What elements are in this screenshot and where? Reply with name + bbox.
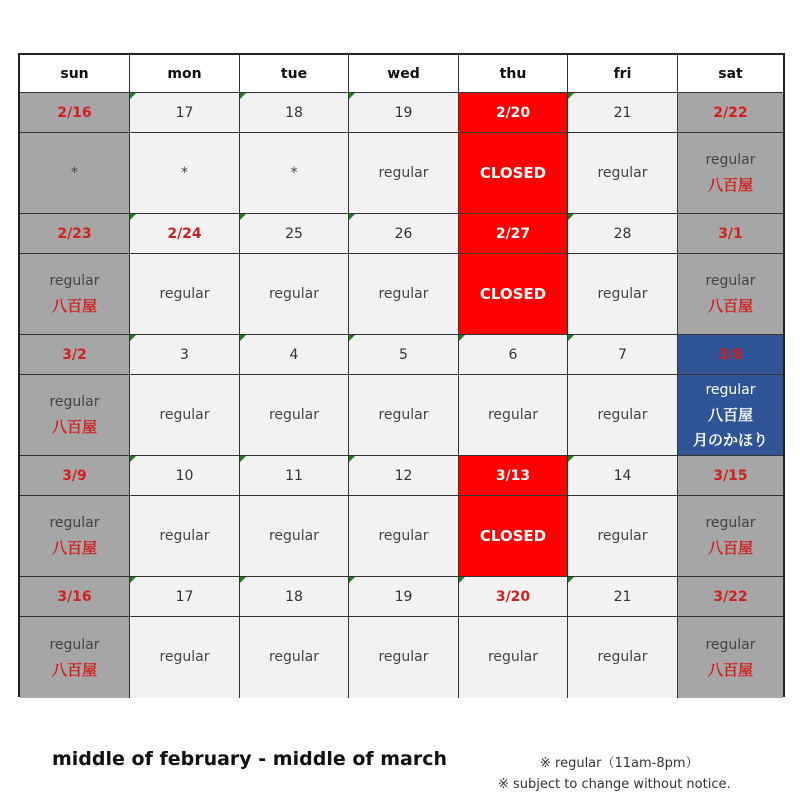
date-label: 5 (399, 346, 408, 363)
hours-label: regular (705, 636, 756, 653)
schedule-text (705, 269, 755, 319)
schedule-text (480, 161, 546, 186)
schedule-cell (240, 617, 349, 698)
hours-label: regular (487, 649, 539, 665)
schedule-text (49, 269, 99, 319)
schedule-cell (130, 496, 240, 577)
date-label: 2/20 (495, 104, 531, 121)
schedule-cell (20, 375, 130, 456)
schedule-cell (130, 375, 240, 456)
corner-marker-icon (130, 93, 136, 99)
schedule-text (480, 524, 546, 549)
schedule-cell (568, 133, 678, 214)
hours-label: regular (705, 381, 756, 398)
date-label: 3/2 (62, 346, 87, 363)
day-header-thu: thu (459, 55, 568, 93)
date-label: 28 (613, 225, 632, 242)
date-label: 3/15 (713, 467, 748, 484)
vendor-label: 八百屋 (51, 660, 97, 679)
date-cell (240, 456, 349, 496)
vendor-label: 八百屋 (707, 176, 753, 194)
change-notice: ※ subject to change without notice. (498, 777, 731, 792)
vendor-label: 八百屋 (51, 297, 97, 315)
date-label: 3/22 (713, 588, 748, 605)
schedule-cell (568, 254, 678, 335)
date-cell (130, 456, 240, 496)
corner-marker-icon (349, 93, 355, 99)
date-label: 3/20 (495, 588, 531, 605)
schedule-text (159, 645, 209, 670)
schedule-cell (20, 133, 130, 214)
schedule-text (378, 161, 428, 186)
vendor-label: 八百屋 (51, 418, 97, 436)
schedule-text (378, 645, 428, 670)
schedule-text (159, 403, 209, 428)
schedule-cell (240, 254, 349, 335)
hours-label: regular (268, 406, 320, 423)
day-header-mon: mon (130, 55, 240, 93)
hours-label: regular (268, 285, 320, 302)
regular-hours-note: ※ regular（11am-8pm） (540, 756, 699, 771)
schedule-cell (678, 133, 783, 214)
date-cell (459, 456, 568, 496)
date-label: 4 (289, 346, 299, 363)
schedule-cell (130, 617, 240, 698)
corner-marker-icon (240, 93, 246, 99)
date-cell (20, 214, 130, 254)
date-label: 11 (285, 467, 303, 484)
date-label: 2/23 (57, 225, 92, 242)
date-cell (349, 456, 459, 496)
date-label: 2/16 (57, 104, 92, 121)
closed-label: CLOSED (479, 526, 547, 545)
hours-label: regular (705, 273, 756, 289)
date-cell (678, 93, 783, 133)
schedule-cell (349, 254, 459, 335)
schedule-text (269, 403, 319, 428)
vendor-label: 八百屋 (51, 539, 97, 557)
date-label: 2/24 (167, 225, 202, 242)
date-label: 3/1 (718, 225, 743, 242)
corner-marker-icon (240, 335, 246, 341)
schedule-cell (459, 254, 568, 335)
hours-label: regular (705, 152, 756, 168)
date-label: 18 (285, 588, 303, 605)
day-header-tue: tue (240, 55, 349, 93)
schedule-text (597, 282, 647, 307)
schedule-cell (130, 254, 240, 335)
date-cell (459, 335, 568, 375)
schedule-text (159, 282, 209, 307)
corner-marker-icon (568, 577, 574, 583)
date-label: 10 (175, 467, 194, 484)
corner-marker-icon (349, 214, 355, 220)
date-label: 2/22 (713, 104, 748, 121)
date-cell (568, 577, 678, 617)
date-label: 21 (613, 588, 632, 605)
schedule-text (378, 524, 428, 549)
hours-label: regular (159, 285, 210, 302)
schedule-cell (678, 375, 783, 456)
schedule-text (269, 524, 319, 549)
hours-label: regular (49, 636, 100, 653)
date-cell (130, 577, 240, 617)
date-label: 3 (180, 346, 189, 363)
schedule-cell (349, 375, 459, 456)
hours-label: regular (49, 394, 100, 410)
hours-label: regular (268, 649, 320, 665)
corner-marker-icon (349, 577, 355, 583)
date-label: 17 (175, 104, 194, 121)
vendor-label: 八百屋 (707, 660, 753, 679)
date-label: 6 (508, 346, 518, 363)
schedule-cell (240, 375, 349, 456)
date-cell (20, 93, 130, 133)
schedule-cell (349, 617, 459, 698)
schedule-text (693, 378, 768, 453)
date-cell (459, 214, 568, 254)
date-cell (20, 335, 130, 375)
date-cell (240, 93, 349, 133)
corner-marker-icon (130, 214, 136, 220)
hours-label: regular (378, 649, 429, 665)
schedule-text (488, 403, 538, 428)
corner-marker-icon (130, 335, 136, 341)
corner-marker-icon (349, 456, 355, 462)
date-label: 17 (175, 588, 194, 605)
schedule-text (49, 511, 99, 561)
schedule-cell (349, 496, 459, 577)
date-cell (130, 93, 240, 133)
calendar-period-title: middle of february - middle of march (52, 748, 448, 770)
hours-label: regular (378, 285, 429, 302)
hours-label: regular (597, 527, 648, 544)
schedule-cell (130, 133, 240, 214)
date-label: 3/8 (718, 346, 743, 363)
corner-marker-icon (240, 577, 246, 583)
day-header-sat: sat (678, 55, 783, 93)
date-cell (240, 335, 349, 375)
schedule-cell (20, 254, 130, 335)
date-cell (240, 577, 349, 617)
schedule-text (378, 282, 428, 307)
schedule-cell (459, 617, 568, 698)
schedule-text (597, 403, 647, 428)
schedule-cell (568, 496, 678, 577)
vendor-label: 月のかほり (692, 430, 768, 449)
hours-label: regular (597, 164, 648, 181)
schedule-text (480, 282, 546, 307)
date-cell (568, 335, 678, 375)
vendor-label: 八百屋 (707, 405, 753, 424)
hours-label: regular (378, 527, 429, 544)
date-cell (349, 93, 459, 133)
corner-marker-icon (568, 456, 574, 462)
corner-marker-icon (240, 214, 246, 220)
schedule-cell (20, 496, 130, 577)
corner-marker-icon (349, 335, 355, 341)
hours-label: regular (705, 515, 756, 531)
schedule-cell (678, 496, 783, 577)
schedule-text (705, 148, 755, 198)
corner-marker-icon (240, 456, 246, 462)
schedule-cell (459, 133, 568, 214)
schedule-text (597, 645, 647, 670)
hours-label: * (290, 164, 298, 181)
date-cell (349, 577, 459, 617)
hours-label: * (71, 164, 78, 181)
date-label: 2/27 (495, 225, 531, 242)
hours-label: regular (597, 406, 648, 423)
calendar-grid (18, 53, 785, 697)
schedule-text (378, 403, 428, 428)
corner-marker-icon (130, 577, 136, 583)
date-cell (20, 456, 130, 496)
date-label: 3/16 (57, 588, 92, 605)
corner-marker-icon (459, 335, 465, 341)
corner-marker-icon (568, 335, 574, 341)
schedule-text (705, 511, 755, 561)
hours-label: regular (159, 406, 210, 423)
date-label: 19 (394, 588, 413, 605)
corner-marker-icon (459, 577, 465, 583)
schedule-text (269, 282, 319, 307)
date-label: 12 (394, 467, 413, 484)
schedule-cell (459, 375, 568, 456)
schedule-text (488, 645, 538, 670)
schedule-text (597, 161, 647, 186)
date-cell (568, 214, 678, 254)
hours-label: regular (597, 649, 648, 665)
corner-marker-icon (568, 214, 574, 220)
date-cell (240, 214, 349, 254)
hours-label: regular (487, 406, 539, 423)
date-label: 3/9 (62, 467, 87, 484)
hours-label: regular (159, 649, 210, 665)
date-cell (678, 456, 783, 496)
date-cell (459, 93, 568, 133)
schedule-text (291, 161, 298, 186)
date-label: 7 (618, 346, 627, 363)
day-header-wed: wed (349, 55, 459, 93)
date-cell (130, 214, 240, 254)
schedule-cell (568, 617, 678, 698)
date-label: 26 (394, 225, 413, 242)
date-label: 19 (394, 104, 413, 121)
schedule-text (49, 390, 99, 440)
date-cell (678, 577, 783, 617)
date-cell (20, 577, 130, 617)
corner-marker-icon (568, 93, 574, 99)
date-label: 25 (285, 225, 303, 242)
date-label: 21 (613, 104, 632, 121)
hours-label: regular (378, 406, 429, 423)
schedule-text (71, 161, 78, 186)
schedule-text (705, 633, 755, 683)
date-cell (568, 93, 678, 133)
date-cell (678, 335, 783, 375)
vendor-label: 八百屋 (707, 297, 753, 315)
date-label: 18 (285, 104, 303, 121)
date-cell (678, 214, 783, 254)
hours-label: regular (378, 164, 429, 181)
schedule-cell (349, 133, 459, 214)
date-label: 14 (613, 467, 632, 484)
date-cell (130, 335, 240, 375)
date-cell (459, 577, 568, 617)
hours-label: regular (268, 527, 320, 544)
schedule-cell (240, 133, 349, 214)
hours-label: regular (159, 527, 210, 544)
hours-label: regular (49, 273, 100, 289)
corner-marker-icon (130, 456, 136, 462)
hours-label: regular (49, 515, 100, 531)
hours-label: regular (597, 285, 648, 302)
date-label: 3/13 (495, 467, 531, 484)
schedule-cell (568, 375, 678, 456)
vendor-label: 八百屋 (707, 539, 753, 557)
schedule-cell (678, 617, 783, 698)
closed-label: CLOSED (479, 163, 547, 182)
schedule-text (181, 161, 188, 186)
schedule-cell (459, 496, 568, 577)
schedule-cell (678, 254, 783, 335)
schedule-text (159, 524, 209, 549)
schedule-text (597, 524, 647, 549)
date-cell (349, 335, 459, 375)
schedule-text (269, 645, 319, 670)
schedule-text (49, 633, 99, 683)
date-cell (568, 456, 678, 496)
day-header-sun: sun (20, 55, 130, 93)
schedule-cell (20, 617, 130, 698)
date-cell (349, 214, 459, 254)
day-header-fri: fri (568, 55, 678, 93)
schedule-cell (240, 496, 349, 577)
closed-label: CLOSED (479, 284, 547, 303)
hours-label: * (181, 164, 188, 181)
